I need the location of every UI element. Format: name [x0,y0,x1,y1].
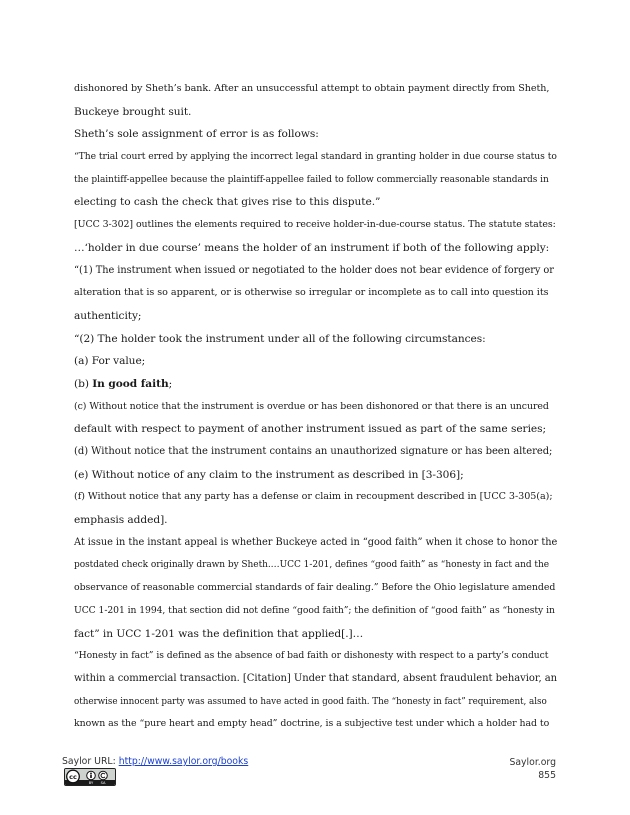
text-run: Buckeye brought suit. [74,105,192,118]
text-run: postdated check originally drawn by Sheth.…UCC 1-201, defines “good faith” as “honesty in fact and the [74,560,549,571]
text-run: otherwise innocent party was assumed to have acted in good faith. The “honesty in fact” requirement, also [74,696,547,707]
text-line [74,101,556,124]
text-run: known as the “pure heart and empty head” doctrine, is a subjective test under which a holder had to [74,718,550,730]
text-run: “Honesty in fact” is defined as the absence of bad faith or dishonesty with respect to a party’s conduct [74,650,549,662]
text-run: emphasis added]. [74,514,168,527]
footer-url-label: Saylor URL: [62,756,119,767]
text-line [74,350,556,373]
text-line [74,396,556,419]
footer-url-line [62,756,248,767]
text-line [74,78,556,101]
text-line [74,577,556,600]
text-run: ; [168,377,173,390]
svg-text:BY: BY [88,781,94,785]
text-run: “The trial court erred by applying the incorrect legal standard in granting holder in due course status to [74,151,557,163]
text-line [74,713,556,736]
text-run: (c) Without notice that the instrument is overdue or has been dishonored or that there is an uncured [74,400,549,412]
text-run: Sheth’s sole assignment of error is as follows: [74,128,319,141]
footer-url-link[interactable]: http://www.saylor.org/books [118,756,249,767]
text-line [74,532,556,555]
text-line [74,554,556,577]
text-line [74,600,556,623]
svg-text:SA: SA [100,781,106,785]
text-line [74,691,556,714]
text-line [74,305,556,328]
text-line [74,237,556,260]
text-run: (d) Without notice that the instrument contains an unauthorized signature or has been altered; [74,446,553,457]
text-run: dishonored by Sheth’s bank. After an unsuccessful attempt to obtain payment directly from Sheth, [74,83,550,94]
text-line [74,486,556,509]
text-run: (e) Without notice of any claim to the instrument as described in [3-306]; [74,468,464,481]
svg-text:cc: cc [69,773,77,781]
cc-license-icon [64,768,116,786]
text-run: [UCC 3-302] outlines the elements required to receive holder-in-due-course status. The statute states: [74,219,556,231]
text-line [74,509,556,532]
text-line [74,623,556,646]
text-line [74,464,556,487]
text-run: (f) Without notice that any party has a defense or claim in recoupment described in [UCC 3-305(a); [74,491,553,503]
text-run: …‘holder in due course’ means the holder of an instrument if both of the following apply: [74,241,550,254]
text-line [74,123,556,146]
page-number: 855 [538,770,556,781]
text-line [74,645,556,668]
text-run: “(1) The instrument when issued or negotiated to the holder does not bear evidence of forgery or [74,264,554,276]
text-run: observance of reasonable commercial standards of fair dealing.” Before the Ohio legislature amended [74,582,556,594]
text-line [74,418,556,441]
footer-site: Saylor.org [509,757,556,768]
text-run: within a commercial transaction. [Citation] Under that standard, absent fraudulent behavior, an [74,672,558,684]
text-line [74,260,556,283]
text-line [74,146,556,169]
text-run: fact” in UCC 1-201 was the definition that applied[.]… [74,627,364,640]
text-line [74,668,556,691]
text-line [74,328,556,351]
text-line [74,373,556,396]
footer-right [509,756,556,782]
text-line [74,191,556,214]
text-line [74,441,556,464]
bold-text-run: In good faith [92,377,169,390]
text-run: electing to cash the check that gives rise to this dispute.” [74,196,381,209]
text-run: “(2) The holder took the instrument under all of the following circumstances: [74,332,486,345]
text-line [74,214,556,237]
text-run: default with respect to payment of another instrument issued as part of the same series; [74,423,547,436]
body-text [74,78,556,736]
text-run: the plaintiff-appellee because the plaintiff-appellee failed to follow commercially reasonable standards in [74,174,549,185]
text-run: At issue in the instant appeal is whether Buckeye acted in “good faith” when it chose to honor the [74,536,558,548]
text-run: UCC 1-201 in 1994, that section did not define “good faith”; the definition of “good faith” as “honesty in [74,604,555,616]
text-run: authenticity; [74,309,142,322]
text-line [74,282,556,305]
text-line [74,169,556,192]
text-run: (a) For value; [74,355,146,368]
text-run: (b) [74,377,93,390]
text-run: alteration that is so apparent, or is otherwise so irregular or incomplete as to call into question its [74,287,549,299]
